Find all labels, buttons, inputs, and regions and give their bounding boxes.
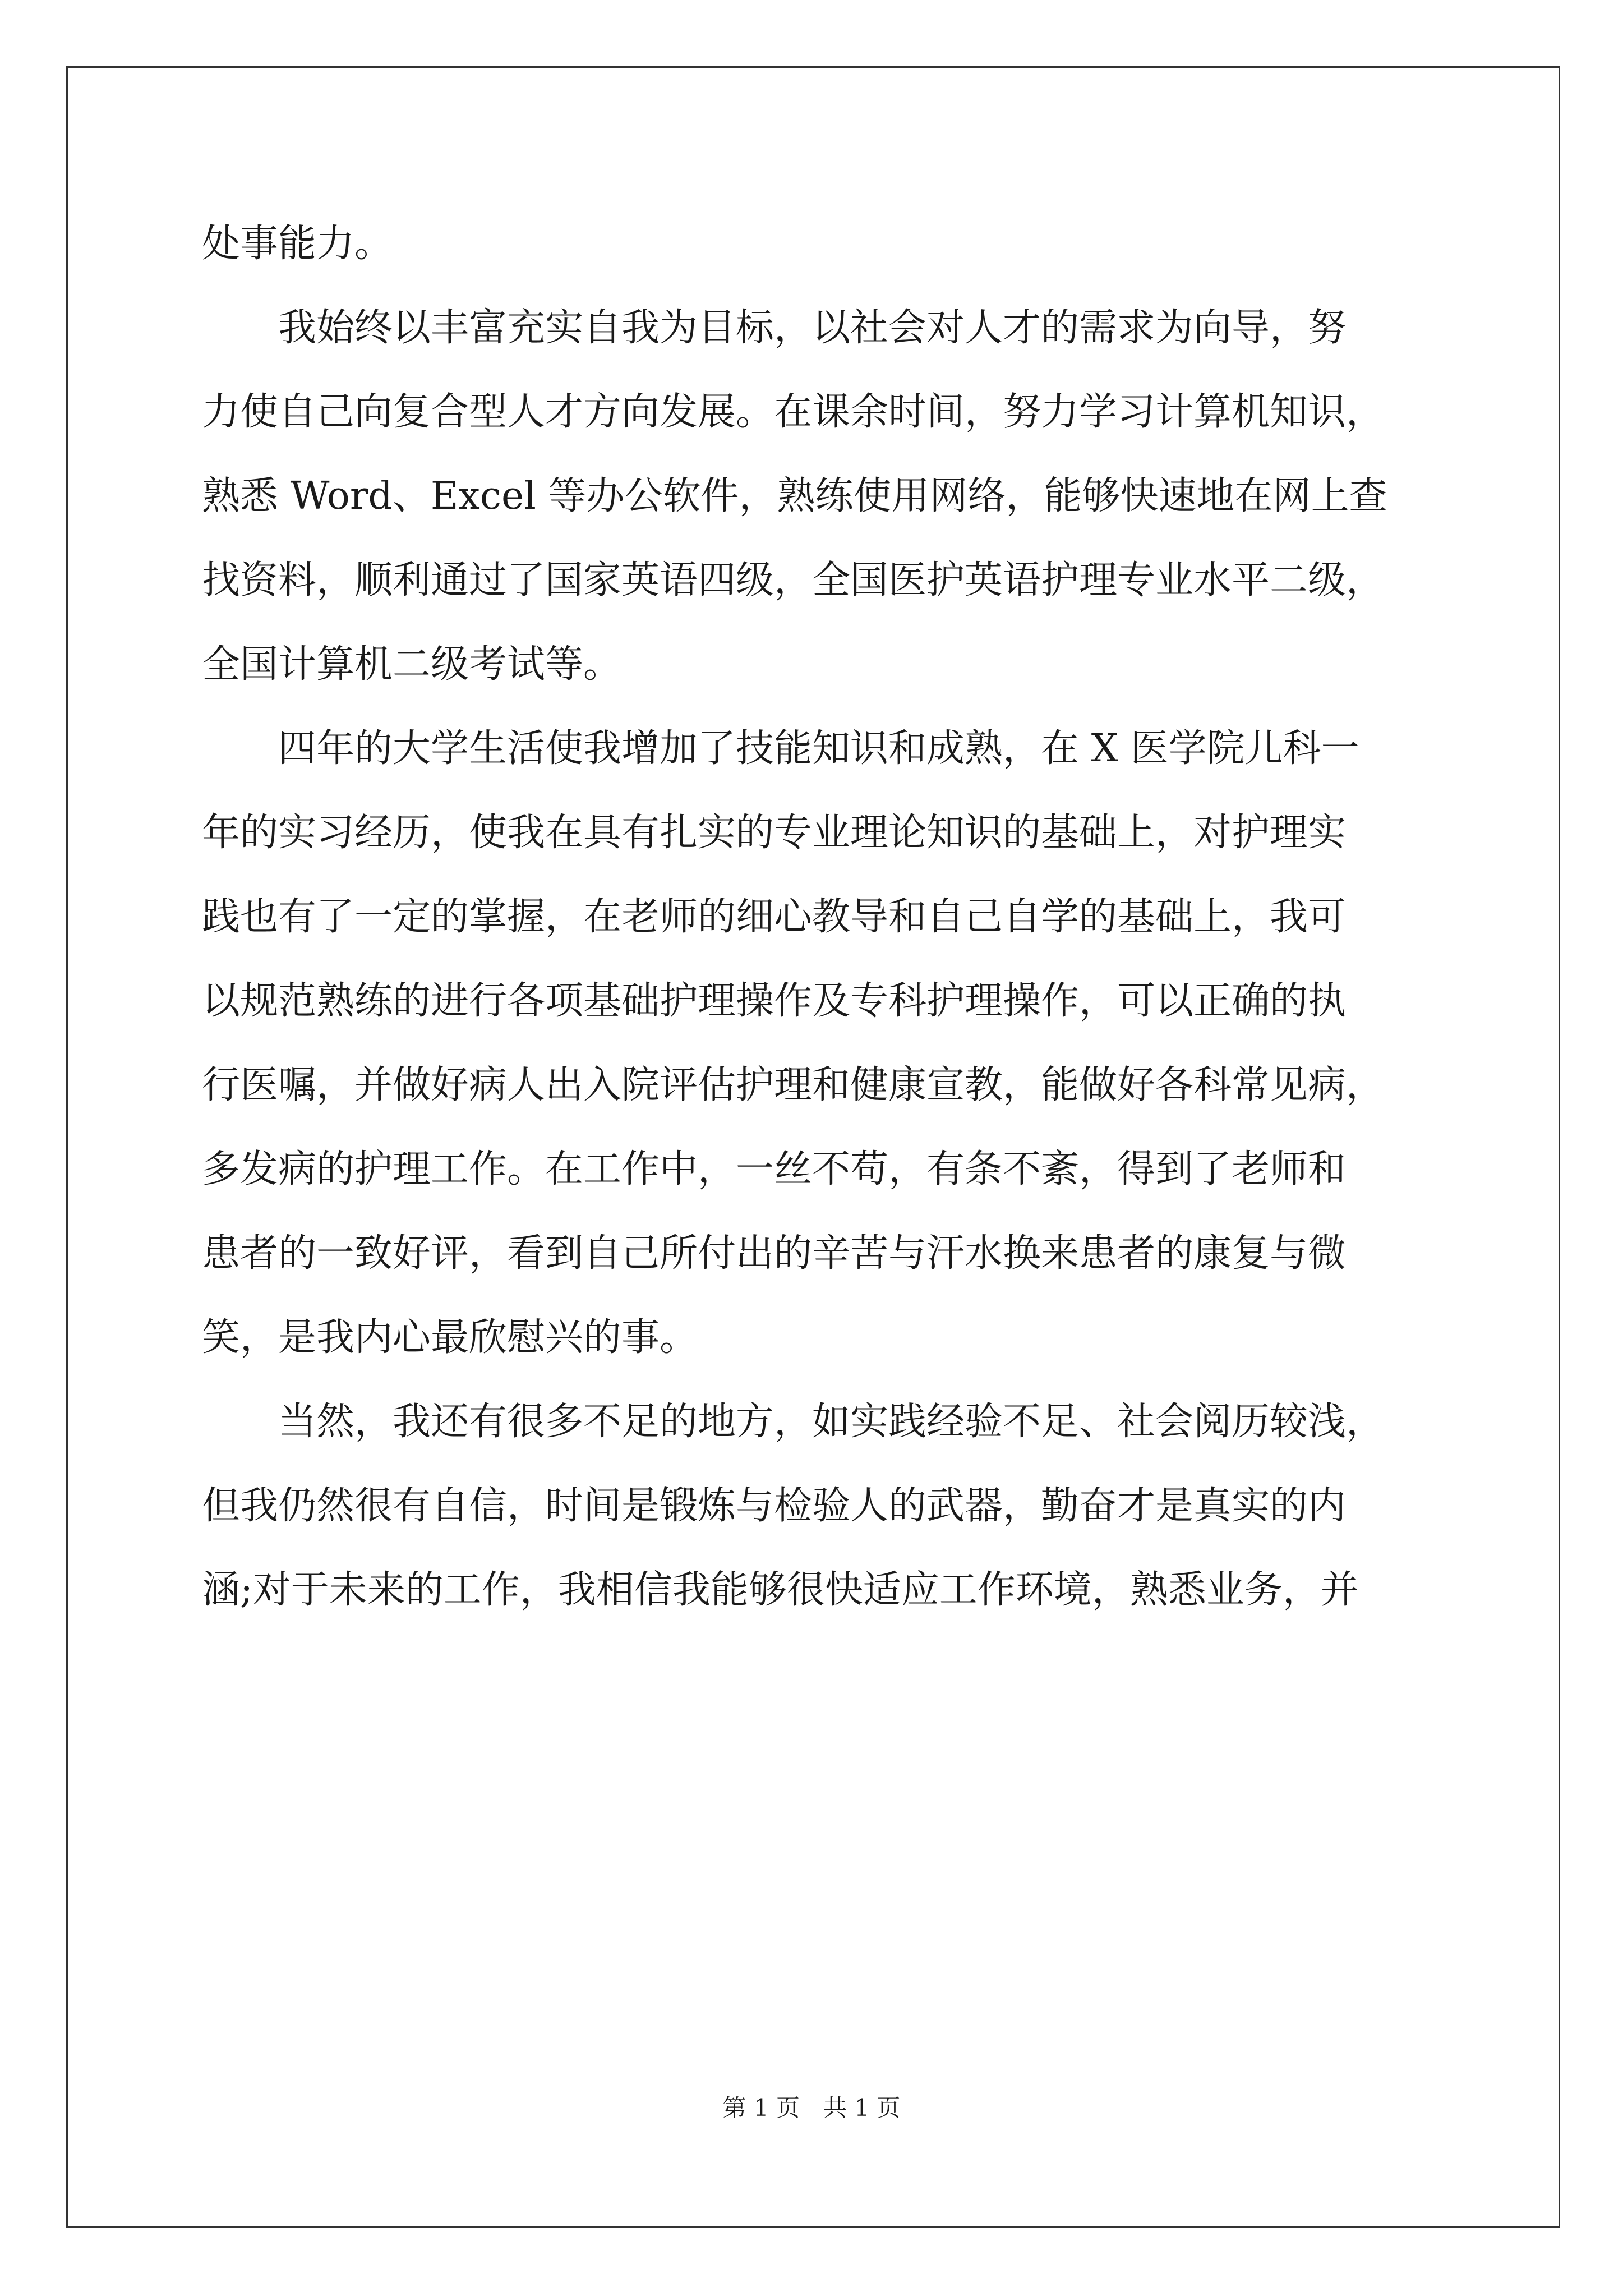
text-line-4: 熟悉 Word、Excel 等办公软件，熟练使用网络，能够快速地在网上查 [202, 474, 1387, 518]
text-line-14: 笑，是我内心最欣慰兴的事。 [202, 1315, 698, 1360]
text-line-3: 力使自己向复合型人才方向发展。在课余时间，努力学习计算机知识， [202, 390, 1385, 434]
text-line-17: 涵;对于未来的工作，我相信我能够很快适应工作环境，熟悉业务，并 [202, 1568, 1359, 1612]
text-line-11: 行医嘱，并做好病人出入院评估护理和健康宣教，能做好各科常见病， [202, 1063, 1385, 1107]
text-line-6: 全国计算机二级考试等。 [202, 642, 622, 687]
text-line-1: 处事能力。 [202, 222, 393, 266]
text-line-16: 但我仍然很有自信，时间是锻炼与检验人的武器，勤奋才是真实的内 [202, 1484, 1347, 1528]
text-line-12: 多发病的护理工作。在工作中，一丝不苟，有条不紊，得到了老师和 [202, 1147, 1347, 1191]
text-line-2: 我始终以丰富充实自我为目标，以社会对人才的需求为向导，努 [202, 306, 1347, 350]
text-line-13: 患者的一致好评，看到自己所付出的辛苦与汗水换来患者的康复与微 [202, 1231, 1347, 1276]
text-line-9: 践也有了一定的掌握，在老师的细心教导和自己自学的基础上，我可 [202, 895, 1347, 939]
page-number-footer: 第 1 页 共 1 页 [722, 2094, 901, 2122]
text-line-5: 找资料，顺利通过了国家英语四级，全国医护英语护理专业水平二级， [202, 558, 1385, 602]
text-line-8: 年的实习经历，使我在具有扎实的专业理论知识的基础上，对护理实 [202, 811, 1347, 855]
text-line-7: 四年的大学生活使我增加了技能知识和成熟，在 X 医学院儿科一 [202, 726, 1359, 771]
text-line-15: 当然，我还有很多不足的地方，如实践经验不足、社会阅历较浅， [202, 1400, 1385, 1444]
text-line-10: 以规范熟练的进行各项基础护理操作及专科护理操作，可以正确的执 [202, 979, 1347, 1023]
